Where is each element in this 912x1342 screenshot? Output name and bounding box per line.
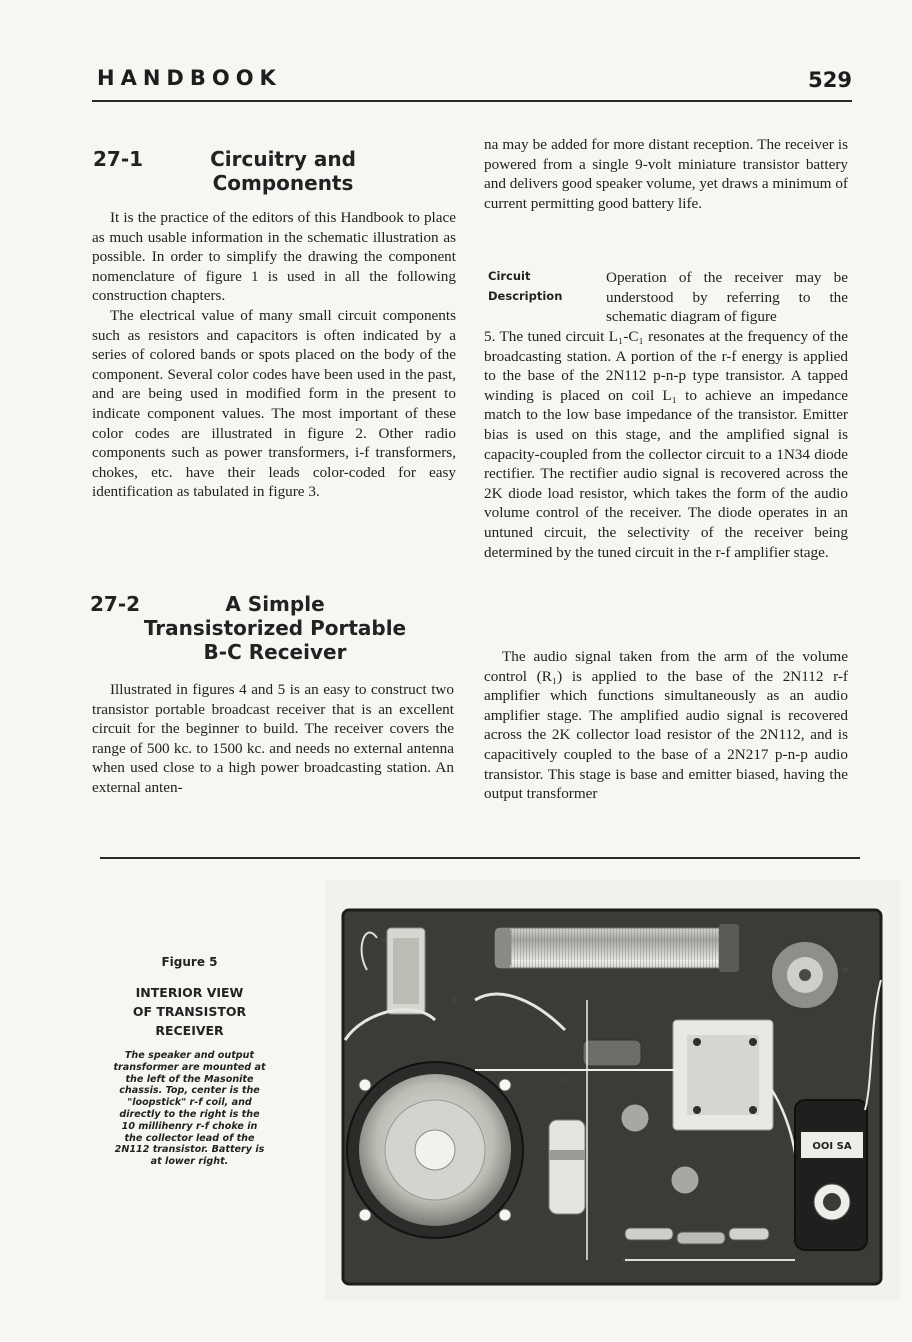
transistor (621, 1104, 649, 1132)
section1-body (92, 208, 456, 502)
rf-choke (583, 1040, 641, 1066)
section-title-line-3: B-C Receiver (203, 640, 347, 664)
figure-title (112, 983, 267, 1040)
section-title-line-1: Circuitry and (210, 147, 356, 171)
section-heading-27-2 (90, 592, 460, 668)
paragraph: It is the practice of the editors of this Handbook to place as much usable information in the schematic illustration as possible. In order to simplify the drawing the component nomenclature of figure 1 is used in all the following construction chapters. (92, 209, 456, 305)
section-number: 27-2 (90, 592, 141, 616)
transistor (671, 1166, 699, 1194)
circuit-description-label (488, 266, 562, 306)
section-title-line-2: Components (212, 171, 354, 195)
figure-caption (112, 955, 267, 1168)
receiver-interior-photo (325, 880, 900, 1300)
loopstick-coil (495, 928, 735, 968)
paragraph: Illustrated in figures 4 and 5 is an easy to construct two transistor portable broadcast receiver that is an excellent circuit for the beginner to build. The receiver covers the range of 500 kc. to 1500 kc. and needs no external antenna when used close to a high power broadcasting station. An external anten- (92, 681, 454, 796)
figure-number: Figure 5 (161, 955, 218, 969)
figure-title-line: RECEIVER (155, 1023, 224, 1038)
audio-paragraph-block (484, 647, 848, 804)
section-title-line-2: Transistorized Portable (143, 616, 407, 640)
battery (795, 1100, 867, 1250)
circuit-description-lead (606, 268, 848, 327)
section2-body (92, 680, 454, 798)
running-title: HANDBOOK (97, 66, 282, 90)
section-heading-27-1 (93, 147, 463, 199)
figure-title-line: OF TRANSISTOR (132, 1004, 247, 1019)
figure-title-line: INTERIOR VIEW (135, 985, 244, 1000)
battery-marking: OOI SA (812, 1141, 852, 1152)
page-number: 529 (808, 68, 852, 92)
paragraph: The electrical value of many small circuit components such as resistors and capacitors is often indicated by a series of colored bands or spots placed on the body of the component. Several color codes have been used in the past, and are being used in modified form in the present to indicate component values. The most important of these color codes are illustrated in figure 2. Other radio components such as power transformers, i-f transformers, chokes, etc. have their leads color-coded for easy identification as tabulated in figure 3. (92, 306, 456, 501)
right-column-continuation (484, 135, 848, 213)
paragraph: The audio signal taken from the arm of the volume control (R₁) is applied to the base of the 2N112 r-f amplifier which functions simultaneously as an audio amplifier stage. The amplified audio signal is recovered across the 2K collector load resistor of the 2N112, and is capacitively coupled to the base of a 2N217 p-n-p audio transistor. This stage is base and emitter biased, having the output transformer (484, 648, 848, 803)
header-rule (92, 100, 852, 102)
circuit-description-body (484, 327, 848, 562)
section-title-line-1: A Simple (225, 592, 325, 616)
side-label-line-2: Description (488, 289, 563, 303)
paragraph: na may be added for more distant reception. The receiver is powered from a single 9-volt miniature transistor battery and delivers good speaker volume, yet draws a minimum of current permitting good battery life. (484, 136, 848, 212)
capacitor (549, 1120, 585, 1214)
side-label-line-1: Circuit (488, 269, 531, 283)
paragraph: 5. The tuned circuit L₁-C₁ resonates at the frequency of the broadcasting station. A portion of the r-f energy is applied to the base of the 2N112 p-n-p type transistor. A tapped winding is placed on coil L₁ to achieve an impedance match to the low base impedance of the transistor. Emitter bias is used on this stage, and the amplified signal is capacity-coupled from the collector circuit to a 1N34 diode rectifier. The rectifier audio signal is recovered across the 2K diode load resistor, which takes the form of the audio volume control of the receiver. The diode operates in an untuned circuit, the selectivity of the receiver being determined by the tuned circuit in the r-f amplifier stage. (484, 328, 848, 561)
figure-caption-text: The speaker and output transformer are mounted at the left of the Masonite chassis. Top, center is the "loopstick" r-f coil, and directly to the right is the 10 millihenry r-f choke in the collector lead of the 2N112 transistor. Battery is at lower right. (113, 1050, 266, 1168)
paragraph: Operation of the receiver may be understood by referring to the schematic diagram of figure (606, 269, 848, 326)
figure-rule (100, 857, 860, 859)
section-number: 27-1 (93, 147, 144, 171)
